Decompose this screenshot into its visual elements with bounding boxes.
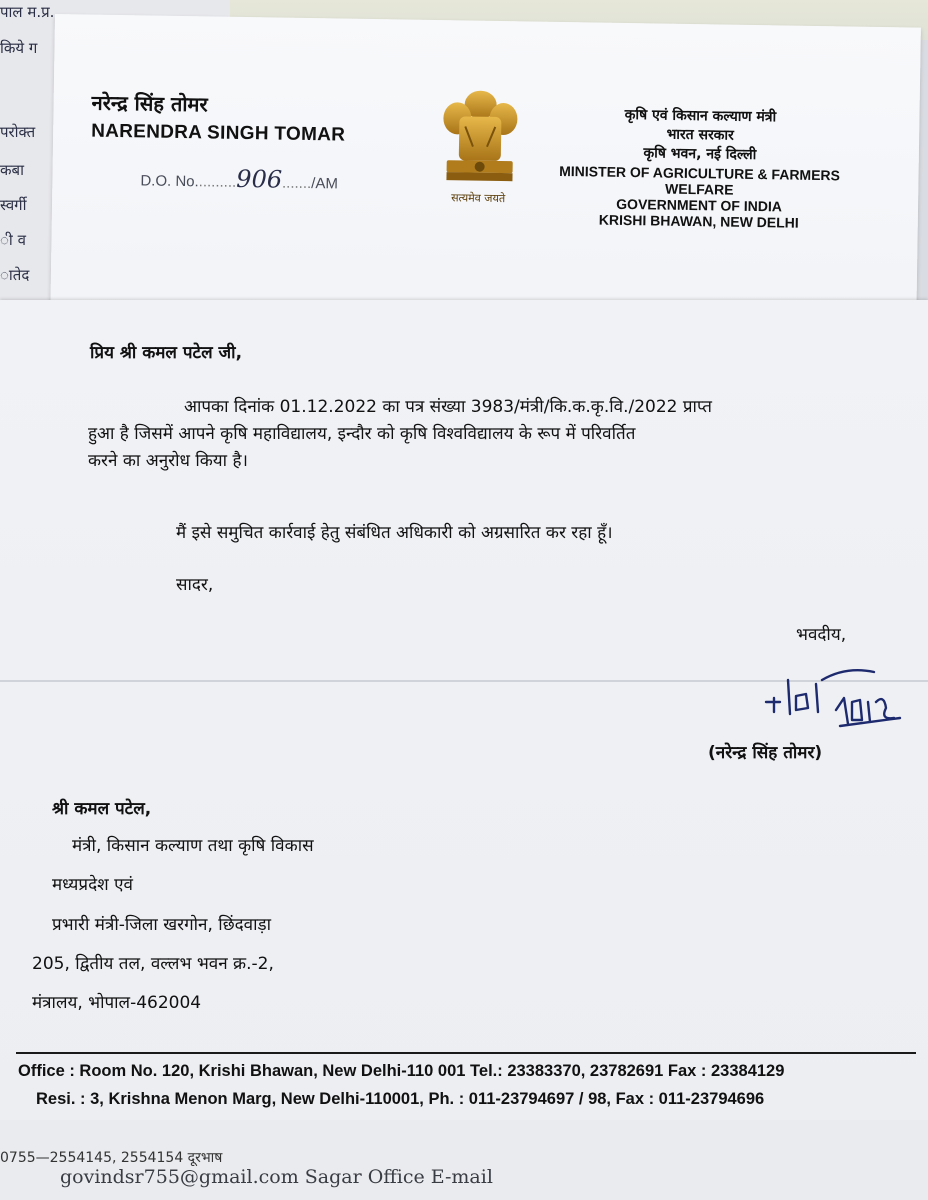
addressee-line: मध्यप्रदेश एवं xyxy=(52,875,133,896)
designation-block xyxy=(534,104,866,232)
underlying-fragment: कबा xyxy=(0,161,24,179)
underlying-fragment: परोक्त xyxy=(0,123,36,141)
valediction: भवदीय, xyxy=(796,625,847,645)
addressee-line: मंत्रालय, भोपाल-462004 xyxy=(32,992,202,1013)
salutation: प्रिय श्री कमल पटेल जी, xyxy=(90,343,243,363)
addressee-line: श्री कमल पटेल, xyxy=(52,799,152,819)
letterhead-sheet xyxy=(50,14,921,346)
paragraph-1-line: हुआ है जिसमें आपने कृषि महाविद्यालय, इन्दौर को कृषि विश्वविद्यालय के रूप में परिवर्तित xyxy=(88,424,636,445)
do-prefix: D.O. No. xyxy=(140,172,199,191)
do-suffix: /AM xyxy=(311,175,339,193)
addressee-block xyxy=(32,796,314,1017)
underlying-fragment: स्वर्गी xyxy=(0,196,27,214)
lion-capital-icon xyxy=(434,86,526,197)
handwritten-signature xyxy=(756,640,916,730)
underlying-fragment: पाल म.प्र. xyxy=(0,3,55,21)
addressee-line: प्रभारी मंत्री-जिला खरगोन, छिंदवाड़ा xyxy=(52,914,271,935)
footer-office: Office : Room No. 120, Krishi Bhawan, New Delhi-110 001 Tel.: 23383370, 23782691 Fax : 23384129 xyxy=(18,1062,785,1080)
name-hindi: नरेन्द्र सिंह तोमर xyxy=(91,90,208,117)
signature xyxy=(756,640,916,730)
addressee-line: 205, द्वितीय तल, वल्लभ भवन क्र.-2, xyxy=(32,953,274,974)
paragraph-1-line: आपका दिनांक 01.12.2022 का पत्र संख्या 3983/मंत्री/कि.क.कृ.वि./2022 प्राप्त xyxy=(184,397,712,417)
designation-english-line: KRISHI BHAWAN, NEW DELHI xyxy=(598,211,799,231)
underlying-fragment: ी व xyxy=(0,231,26,249)
name-english: NARENDRA SINGH TOMAR xyxy=(91,120,346,146)
footer-residence: Resi. : 3, Krishna Menon Marg, New Delhi-110001, Ph. : 011-23794697 / 98, Fax : 011-23794696 xyxy=(36,1090,765,1108)
bottom-paper-email: govindsr755@gmail.com Sagar Office E-mail xyxy=(60,1166,493,1188)
do-number-line: D.O. No..........906......./AM xyxy=(140,164,339,194)
footer-rule xyxy=(16,1052,916,1054)
designation-english-line: MINISTER OF AGRICULTURE & FARMERS WELFARE xyxy=(559,162,841,198)
paragraph-2: मैं इसे समुचित कार्रवाई हेतु संबंधित अधिकारी को अग्रसारित कर रहा हूँ। xyxy=(176,523,613,543)
designation-hindi-line: भारत सरकार xyxy=(666,126,734,144)
paragraph-1 xyxy=(88,394,848,476)
designation-english-line: GOVERNMENT OF INDIA xyxy=(616,195,783,215)
national-emblem xyxy=(434,86,526,207)
signatory-name: (नरेन्द्र सिंह तोमर) xyxy=(708,743,823,763)
do-number: 906 xyxy=(236,164,283,194)
emblem-motto: सत्यमेव जयते xyxy=(451,191,506,206)
addressee-line: मंत्री, किसान कल्याण तथा कृषि विकास xyxy=(72,836,314,857)
underlying-fragment: ातेद xyxy=(0,266,30,284)
paragraph-1-line: करने का अनुरोध किया है। xyxy=(88,451,248,472)
closing: सादर, xyxy=(176,575,214,595)
designation-hindi-line: कृषि भवन, नई दिल्ली xyxy=(643,145,757,164)
underlying-fragment: किये ग xyxy=(0,39,38,57)
bottom-paper-phone: 0755—2554145, 2554154 दूरभाष xyxy=(0,1150,223,1166)
underlying-bottom-paper xyxy=(0,1120,928,1200)
designation-hindi-line: कृषि एवं किसान कल्याण मंत्री xyxy=(624,106,777,126)
